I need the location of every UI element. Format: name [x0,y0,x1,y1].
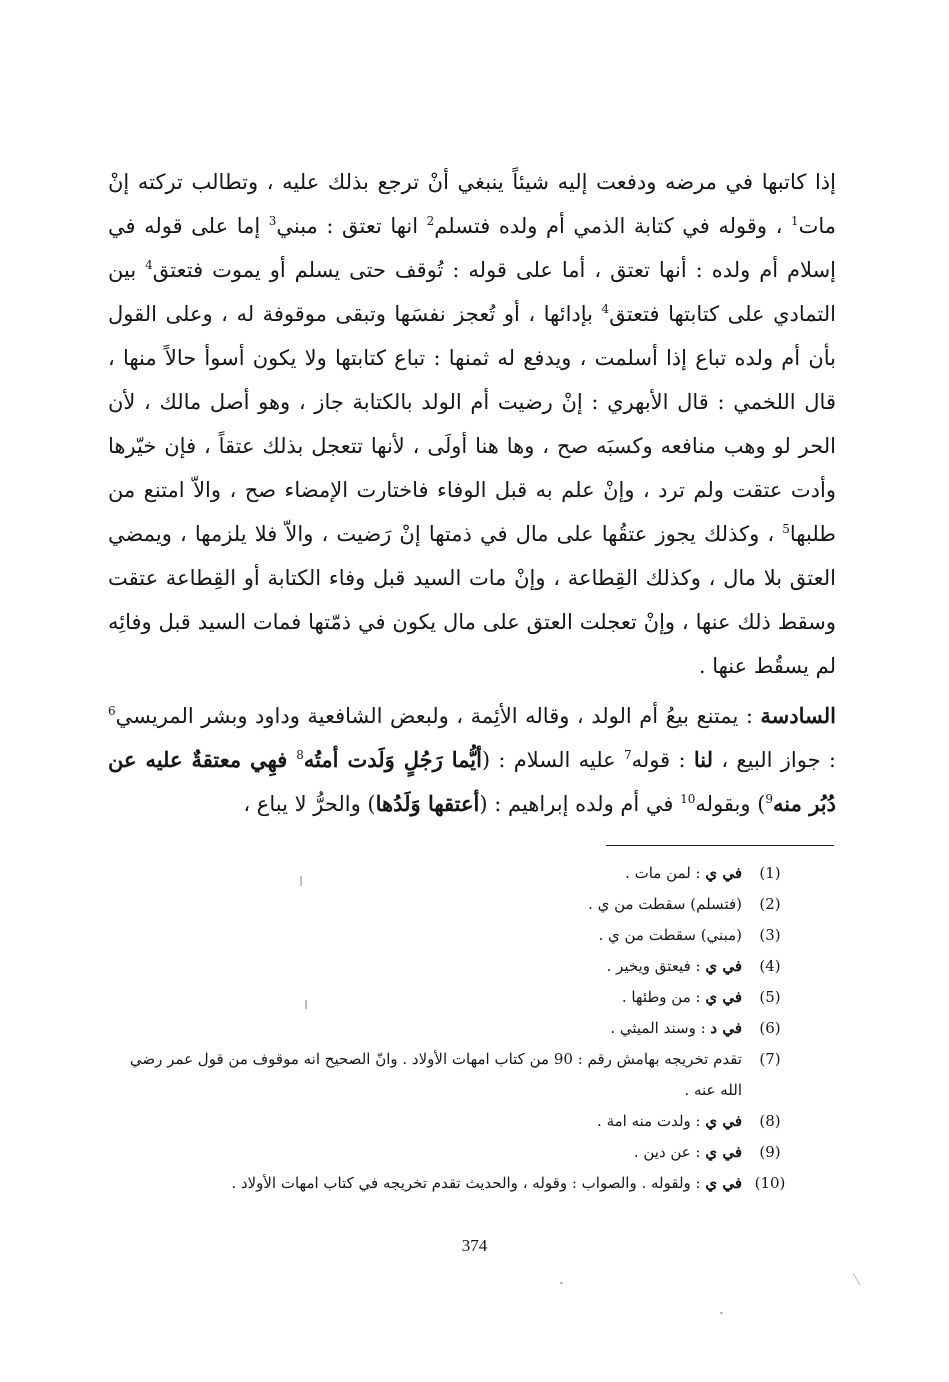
footnote-ref[interactable]: 7 [624,748,632,762]
footnote-source: في ي [705,957,742,975]
text-run: ، وكذلك يجوز عتقُها على مال في ذمتها إنْ رَضيت ، والاّ فلا يلزمها ، ويمضي العتق بلا مال ، وكذلك القِطاعة ، وإنْ مات السيد قبل وفاء الكتابة أو القِطاعة عتقت وسقط ذلك عنها ، وإنْ تعجلت العتق على مال يكون في ذمّتها فمات السيد قبل وفائِه لم يسقُط عنها . [108,522,836,678]
footnote-ref[interactable]: 6 [108,704,116,718]
footnote-text [108,858,742,889]
footnote-text [108,889,742,920]
footnote-body: (مبني) سقطت من ي . [598,926,742,944]
text-run: في أم ولده إبراهيم : ( [479,792,681,816]
footnote-number: (9) [759,1143,781,1161]
text-run: ) وبقوله [695,792,766,816]
footnote-number: (8) [759,1112,781,1130]
text-run: انها تعتق : مبني [276,214,427,238]
text-run: عليه السلام : ( [481,748,624,772]
text-run: ، وقوله في كتابة الذمي أم ولده فتسلم [434,214,791,238]
footnote-body: : عن دين . [633,1143,706,1161]
text-run: : جواز البيع ، [713,748,836,772]
text-run: ) والحرُّ لا يباع ، [243,792,376,816]
footnote-ref[interactable]: 1 [790,214,799,228]
footnote-ref[interactable]: 3 [268,214,277,228]
scan-speck [853,1273,861,1286]
footnote-body: : فيعتق ويخير . [606,957,706,975]
footnote-text [108,1044,742,1106]
scan-speck [560,1282,563,1284]
text-run: : قوله [631,748,694,772]
footnotes-list [108,858,790,1199]
scan-speck [305,1000,307,1009]
footnote-body: : لمن مات . [625,864,706,882]
footnote-item [108,1168,790,1199]
footnote-number: (7) [759,1050,781,1068]
scan-speck [720,1312,723,1314]
footnote-text [108,1137,742,1168]
footnote-number: (1) [759,864,781,882]
bold-term: لنا [693,747,714,772]
footnote-ref[interactable]: 10 [680,792,696,806]
footnote-text [108,982,742,1013]
footnote-item [108,951,790,982]
footnote-body: : وسند الميثي . [610,1019,711,1037]
footnote-item [108,1137,790,1168]
paragraph-1 [108,160,836,688]
text-run: : يمتنع بيعُ أم الولد ، وقاله الأئِمة ، ولبعض الشافعية وداود وبشر المريسي [115,704,761,728]
footnote-source: في د [710,1019,742,1037]
footnote-body: : ولقوله . والصواب : وقوله ، والحديث تقدم تخريجه في كتاب امهات الأولاد . [231,1174,706,1192]
footnote-text [108,951,742,982]
footnote-item [108,1013,790,1044]
footnote-text [108,920,742,951]
footnote-body: تقدم تخريجه بهامش رقم : 90 من كتاب امهات الأولاد . وانّ الصحيح انه موقوف من قول عمر رضي الله عنه . [129,1050,742,1099]
footnote-number: (6) [759,1019,781,1037]
footnote-ref[interactable]: 8 [296,748,304,762]
hadith-quote: فهِي معتقةٌ عليه عن دُبُر منه [108,747,836,816]
scan-speck [300,876,302,886]
footnote-ref[interactable]: 4 [145,258,153,272]
footnote-source: في ي [705,1143,742,1161]
footnote-item [108,889,790,920]
footnote-item [108,982,790,1013]
footnote-number: (5) [759,988,781,1006]
footnote-item [108,1106,790,1137]
hadith-quote: أعتقها وَلَدُها [375,791,480,816]
footnote-number: (10) [754,1174,786,1192]
footnote-source: في ي [705,864,742,882]
footnote-ref[interactable]: 4 [601,302,610,316]
paragraph-2 [108,694,836,826]
footnote-body: (فتسلم) سقطت من ي . [588,895,742,913]
footnote-text [108,1106,742,1137]
text-run: إما على قوله في إسلام أم ولده : أنها تعتق ، أما على قوله : تُوقف حتى يسلم أو يموت فتعتق [108,214,837,282]
footnote-source: في ي [705,988,742,1006]
footnote-ref[interactable]: 9 [765,792,774,806]
footnote-ref[interactable]: 5 [782,522,790,536]
text-run: بين التمادي على كتابتها فتعتق [108,258,836,326]
main-body-text [108,160,836,826]
footnote-body: : ولدت منه امة . [597,1112,706,1130]
page-number: 374 [461,1236,488,1255]
footnote-item [108,1044,790,1106]
footnote-text [108,1168,742,1199]
hadith-quote: أيُّما رَجُلٍ وَلَدت أمتُه [303,747,482,772]
footnote-divider [606,845,834,846]
text-run: بإدائها ، أو تُعجز نفسَها وتبقى موقوفة له ، وعلى القول بأن أم ولده تباع إذا أسلمت ، ويدفع له ثمنها : تباع كتابتها ولا يكون أسوأ حالاً منها ، قال اللخمي : قال الأبهري : إنْ رضيت أم الولد بالكتابة جاز ، وهو أصل مالك ، لأن الحر لو وهب منافعه وكسبَه صح ، وها هنا أولَى ، لأنها تتعجل بذلك عتقاً ، فإن خيّرها وأدت عتقت ولم ترد ، وإنْ علم به قبل الوفاء فاختارت الإمضاء صح ، والاّ امتنع من طلبها [108,302,836,546]
footnote-body: : من وطئها . [621,988,706,1006]
footnote-item [108,858,790,889]
footnote-text [108,1013,742,1044]
footnote-number: (3) [759,926,781,944]
section-heading: السادسة [760,703,836,728]
footnote-source: في ي [705,1174,742,1192]
footnote-number: (2) [759,895,781,913]
text-run: إذا كاتبها في مرضه ودفعت إليه شيئاً ينبغي أنْ ترجع بذلك عليه ، وتطالب تركته إنْ مات [108,170,836,238]
footnote-ref[interactable]: 2 [426,214,435,228]
footnote-source: في ي [705,1112,742,1130]
footnote-item [108,920,790,951]
footnote-number: (4) [759,957,781,975]
